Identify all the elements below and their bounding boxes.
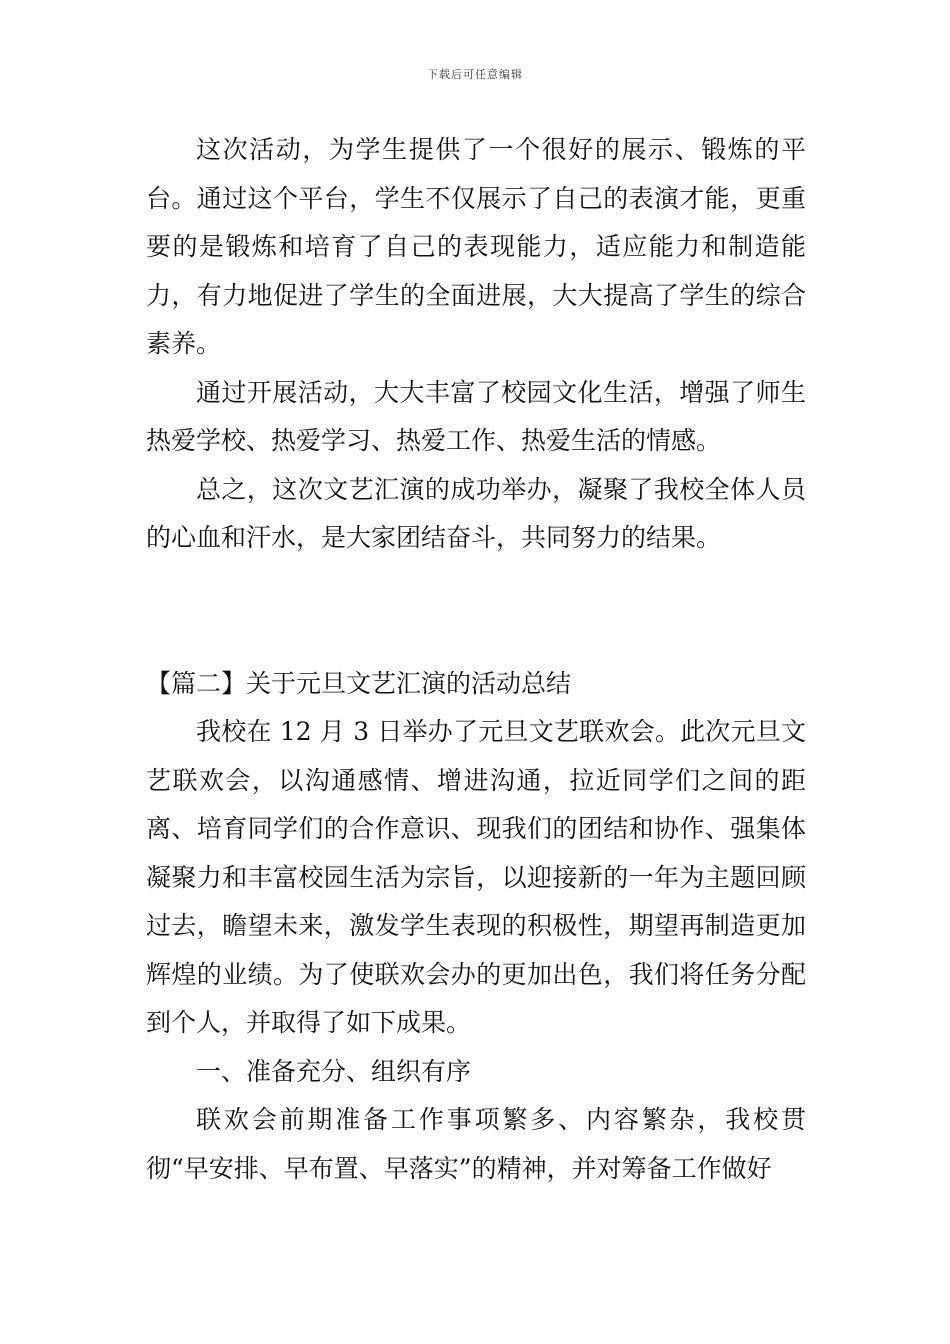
section-gap [146,563,806,660]
header-note: 下载后可任意编辑 [427,68,523,81]
paragraph: 我校在 12 月 3 日举办了元旦文艺联欢会。此次元旦文艺联欢会，以沟通感情、增进沟通，拉近同学们之间的距离、培育同学们的合作意识、现我们的团结和协作、强集体凝聚力和丰富校园生活为宗旨，以迎接新的一年为主题回顾过去，瞻望未来，激发学生表现的积极性，期望再制造更加辉煌的业绩。为了使联欢会办的更加出色，我们将任务分配到个人，并取得了如下成果。 [146,717,806,1037]
paragraph: 这次活动，为学生提供了一个很好的展示、锻炼的平台。通过这个平台，学生不仅展示了自己的表演才能，更重要的是锻炼和培育了自己的表现能力，适应能力和制造能力，有力地促进了学生的全面进展，大大提高了学生的综合素养。 [146,135,806,358]
paragraph: 总之，这次文艺汇演的成功举办，凝聚了我校全体人员的心血和汗水，是大家团结奋斗，共同努力的结果。 [146,474,806,552]
paragraph: 联欢会前期准备工作事项繁多、内容繁杂，我校贯彻“早安排、早布置、早落实”的精神，并对筹备工作做好 [146,1105,806,1183]
section-heading: 【篇二】关于元旦文艺汇演的活动总结 [146,668,572,698]
paragraph: 通过开展活动，大大丰富了校园文化生活，增强了师生热爱学校、热爱学习、热爱工作、热爱生活的情感。 [146,377,806,455]
subheading: 一、准备充分、组织有序 [196,1056,472,1086]
document-body [146,126,806,1193]
